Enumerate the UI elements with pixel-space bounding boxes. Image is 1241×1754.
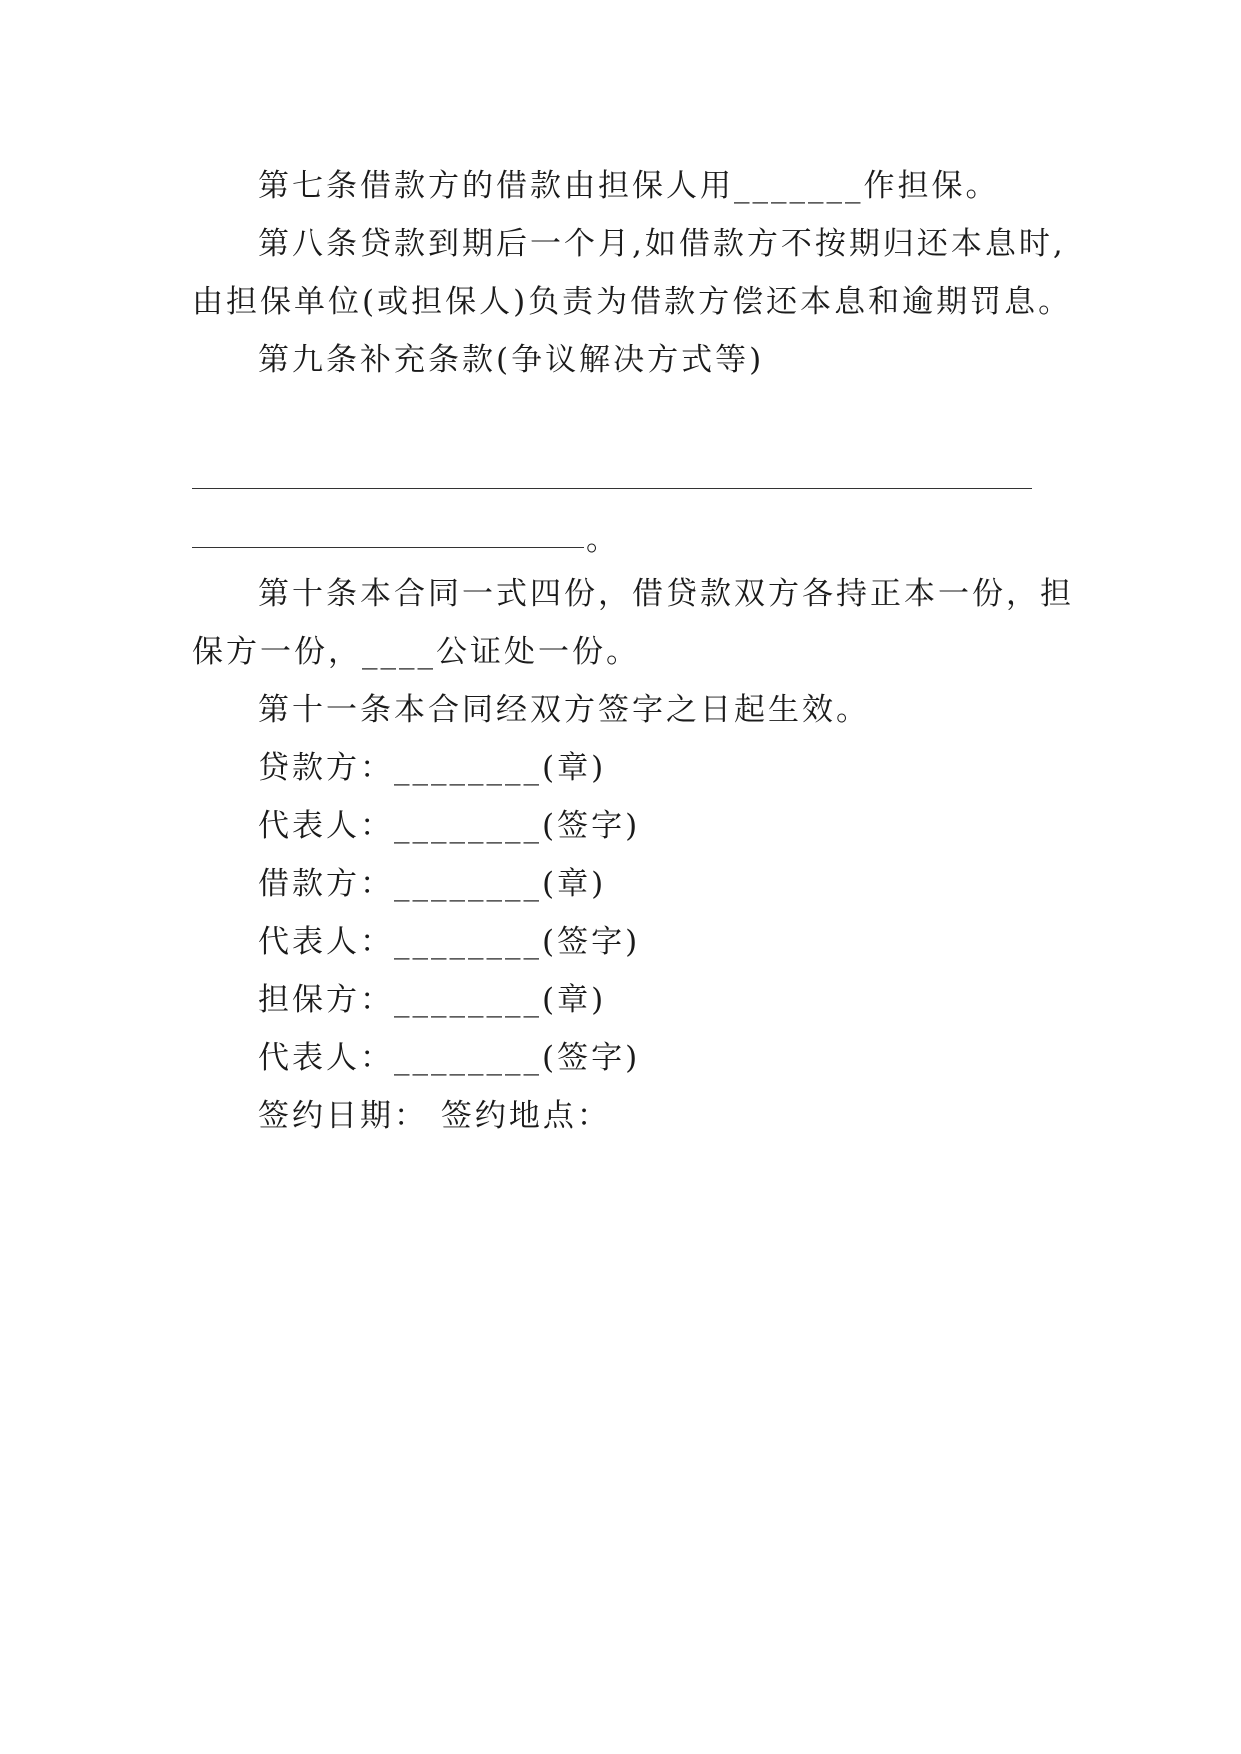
article-10-line-2: 保方一份，____公证处一份。 (192, 634, 640, 670)
article-9-title: 第九条补充条款(争议解决方式等) (258, 342, 765, 378)
borrower-signature: 借款方：________(章) (258, 866, 607, 902)
blank-fill-line-2 (192, 547, 584, 548)
article-8-line-2: 由担保单位(或担保人)负责为借款方偿还本息和逾期罚息。 (192, 284, 1073, 320)
lender-representative-signature: 代表人：________(签字) (258, 808, 641, 844)
article-8-line-1: 第八条贷款到期后一个月,如借款方不按期归还本息时, (258, 226, 1066, 262)
lender-signature: 贷款方：________(章) (258, 750, 607, 786)
blank-fill-line-1 (192, 488, 1032, 489)
borrower-representative-signature: 代表人：________(签字) (258, 924, 641, 960)
article-7: 第七条借款方的借款由担保人用_______作担保。 (258, 168, 1000, 204)
guarantor-signature: 担保方：________(章) (258, 982, 607, 1018)
article-9-end-mark: 。 (586, 522, 620, 558)
sign-date-and-place: 签约日期： 签约地点： (258, 1098, 611, 1134)
guarantor-representative-signature: 代表人：________(签字) (258, 1040, 641, 1076)
article-11: 第十一条本合同经双方签字之日起生效。 (258, 692, 870, 728)
article-10-line-1: 第十条本合同一式四份，借贷款双方各持正本一份，担 (258, 576, 1074, 612)
